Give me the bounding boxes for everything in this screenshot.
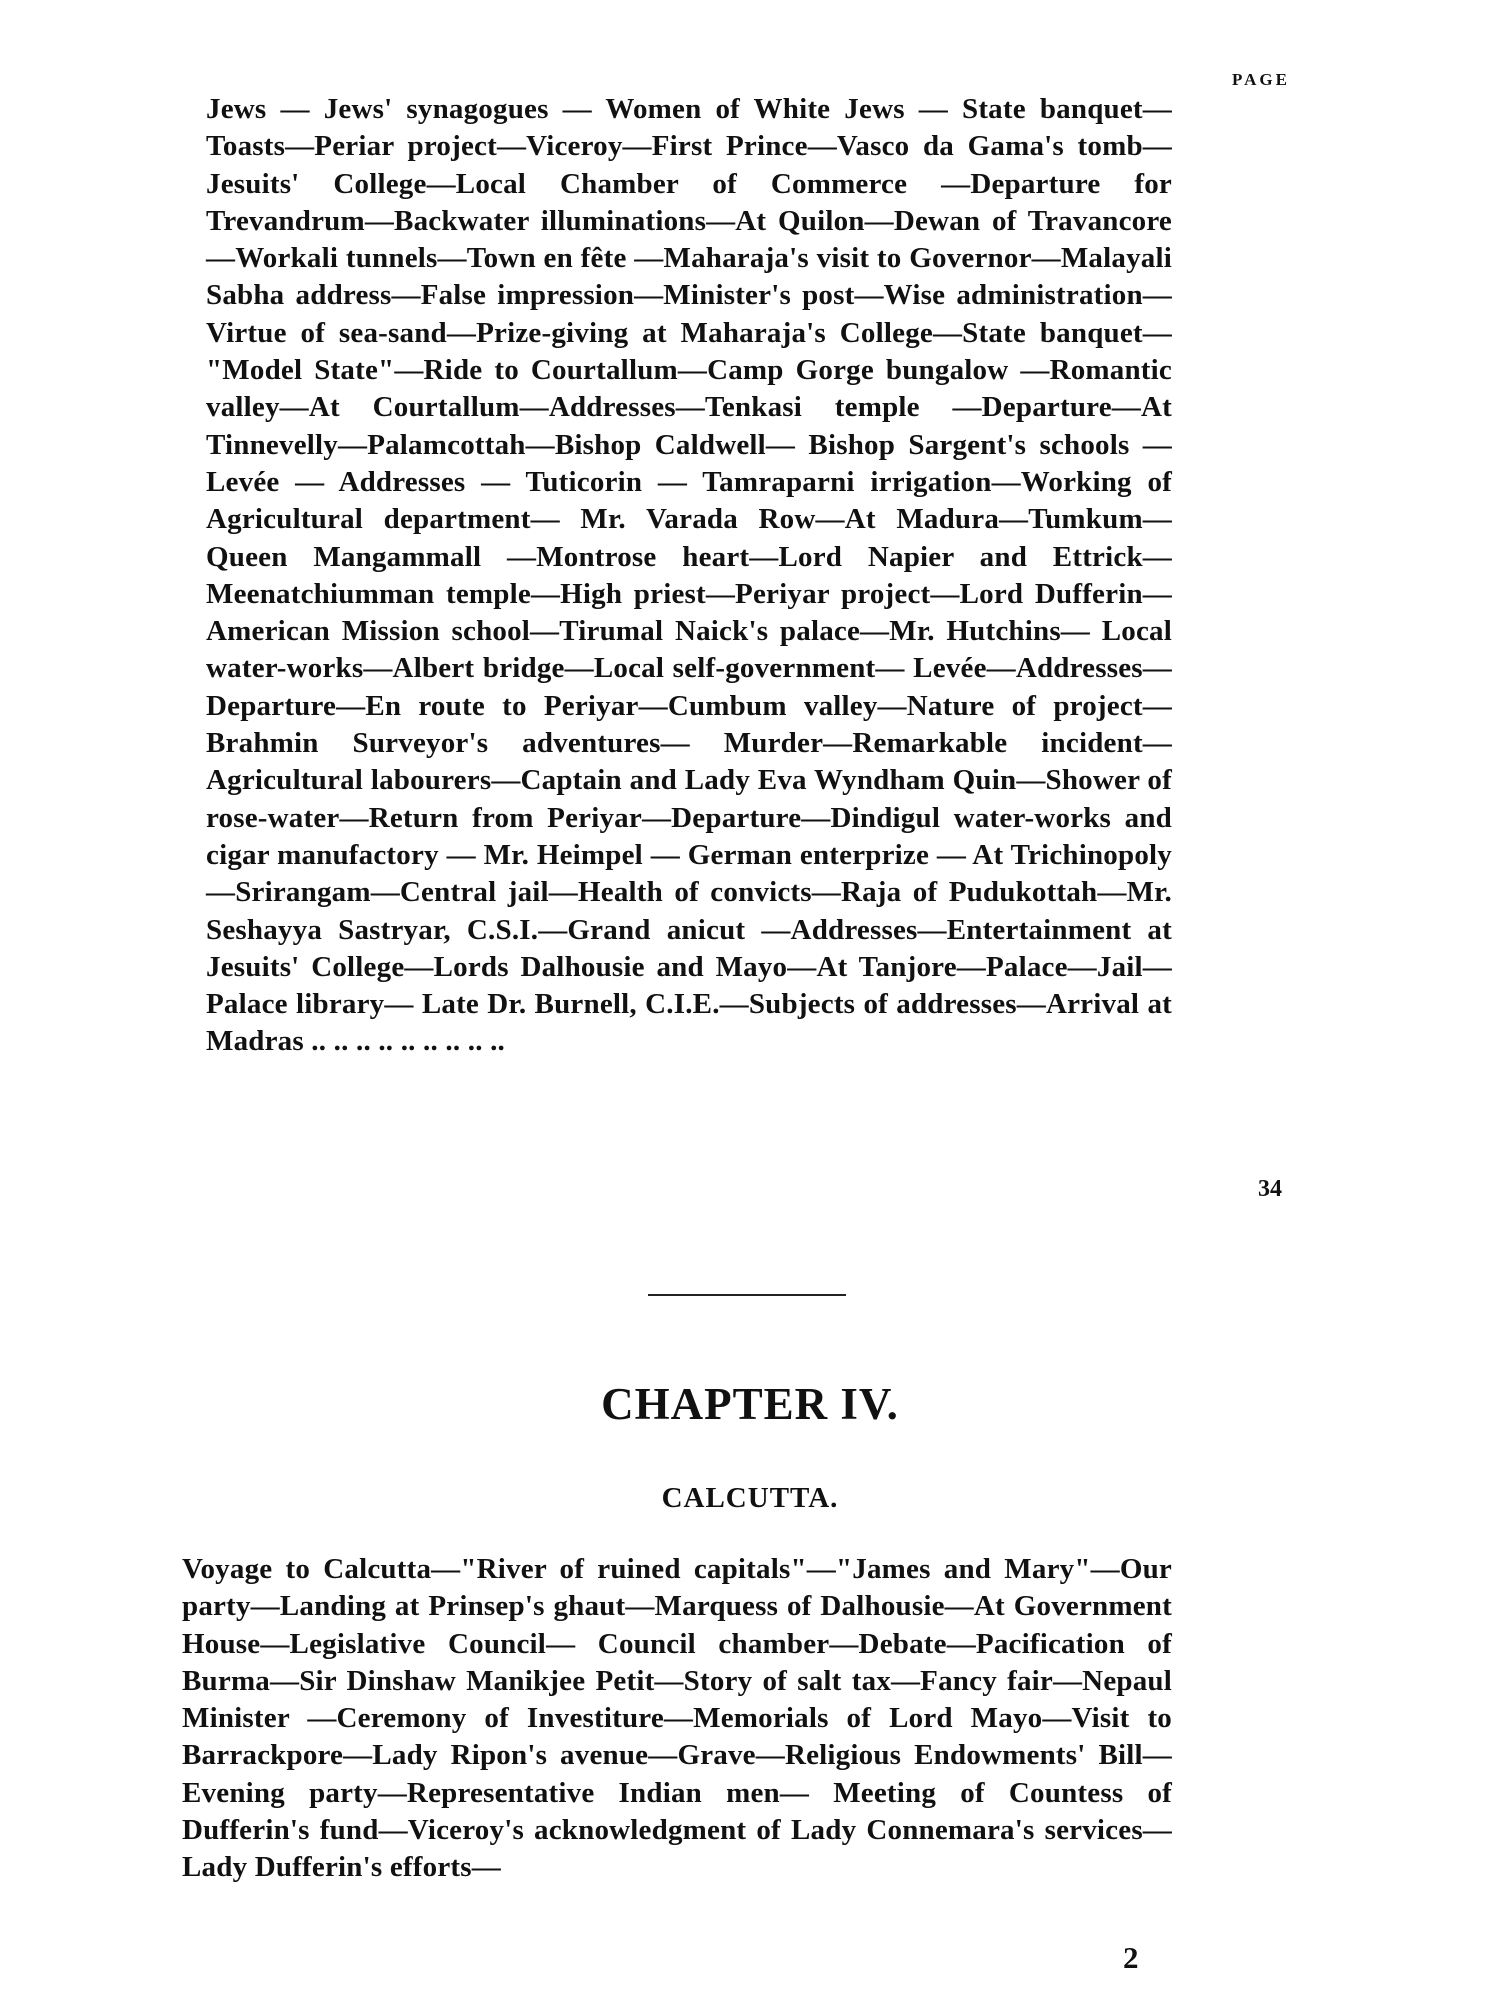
- chapter-summary-text: Voyage to Calcutta—"River of ruined capitals"—"James and Mary"—Our party—Landing at Prinsep's ghaut—Marquess of Dalhousie—At Government House—Legislative Council— Council chamber—Debate—Pacification of Burma—Sir Dinshaw Manikjee Petit—Story of salt tax—Fancy fair—Nepaul Minister —Ceremony of Investiture—Memorials of Lord Mayo—Visit to Barrackpore—Lady Ripon's avenue—Grave—Religious Endowments' Bill—Evening party—Representative Indian men— Meeting of Countess of Dufferin's fund—Viceroy's acknowledgment of Lady Connemara's services—Lady Dufferin's efforts—: [182, 1553, 1172, 1884]
- page-reference-number: 34: [1258, 1176, 1282, 1202]
- chapter-title: CHAPTER IV.: [601, 1379, 899, 1429]
- page-number: 2: [1123, 1940, 1139, 1975]
- page-column-label: PAGE: [1232, 70, 1290, 89]
- section-divider-rule: [648, 1294, 846, 1296]
- chapter-subtitle: CALCUTTA.: [661, 1482, 839, 1514]
- section-summary-text: Jews — Jews' synagogues — Women of White Jews — State banquet—Toasts—Periar project—Viceroy—First Prince—Vasco da Gama's tomb—Jesuits' College—Local Chamber of Commerce —Departure for Trevandrum—Backwater illuminations—At Quilon—Dewan of Travancore—Workali tunnels—Town en fête —Maharaja's visit to Governor—Malayali Sabha address—False impression—Minister's post—Wise administration—Virtue of sea-sand—Prize-giving at Maharaja's College—State banquet— "Model State"—Ride to Courtallum—Camp Gorge bungalow —Romantic valley—At Courtallum—Addresses—Tenkasi temple —Departure—At Tinnevelly—Palamcottah—Bishop Caldwell— Bishop Sargent's schools — Levée — Addresses — Tuticorin — Tamraparni irrigation—Working of Agricultural department— Mr. Varada Row—At Madura—Tumkum—Queen Mangammall —Montrose heart—Lord Napier and Ettrick—Meenatchiumman temple—High priest—Periyar project—Lord Dufferin—American Mission school—Tirumal Naick's palace—Mr. Hutchins— Local water-works—Albert bridge—Local self-government— Levée—Addresses—Departure—En route to Periyar—Cumbum valley—Nature of project—Brahmin Surveyor's adventures— Murder—Remarkable incident—Agricultural labourers—Captain and Lady Eva Wyndham Quin—Shower of rose-water—Return from Periyar—Departure—Dindigul water-works and cigar manufactory — Mr. Heimpel — German enterprize — At Trichinopoly—Srirangam—Central jail—Health of convicts—Raja of Pudukottah—Mr. Seshayya Sastryar, C.S.I.—Grand anicut —Addresses—Entertainment at Jesuits' College—Lords Dalhousie and Mayo—At Tanjore—Palace—Jail—Palace library— Late Dr. Burnell, C.I.E.—Subjects of addresses—Arrival at Madras .. .. .. .. .. .. .. .. ..: [206, 93, 1172, 1058]
